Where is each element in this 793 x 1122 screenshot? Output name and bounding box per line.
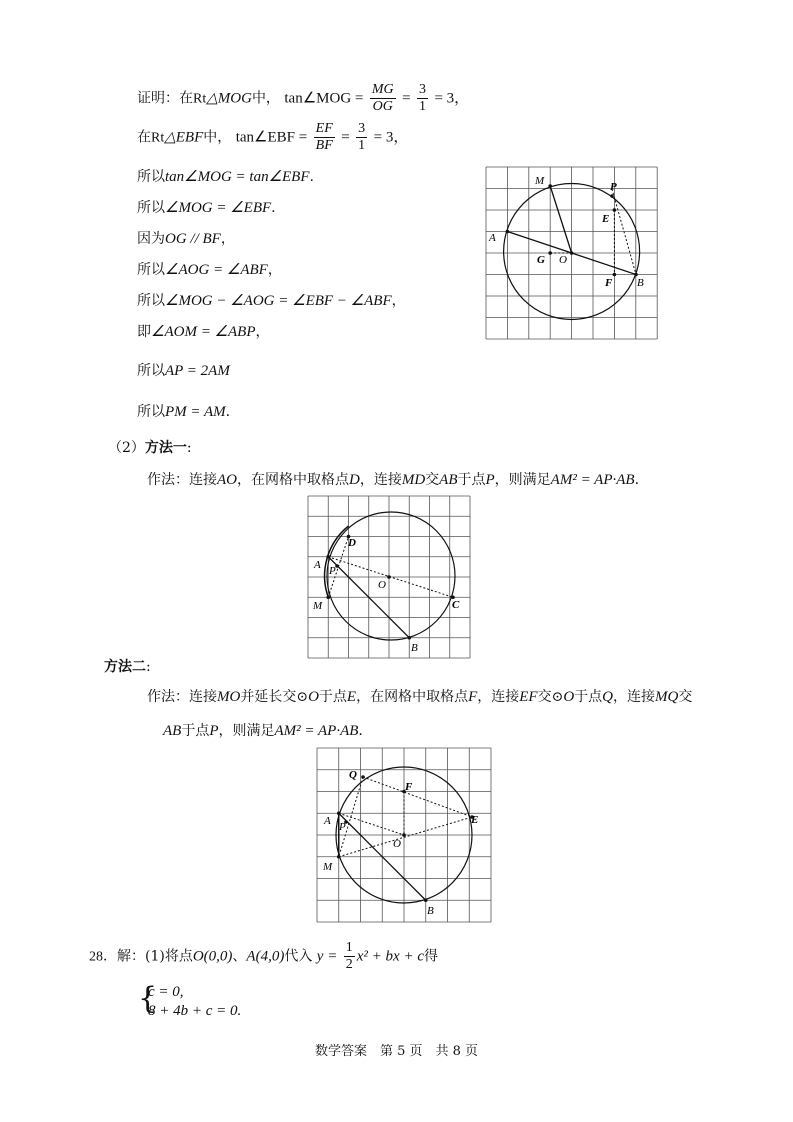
text: 于点	[318, 689, 347, 705]
label-p: P	[610, 181, 617, 193]
proof-line-3	[137, 166, 314, 186]
math: MD	[401, 472, 426, 488]
text: 交	[425, 472, 440, 488]
text: 解：(1)将点	[117, 948, 193, 965]
math: EF	[519, 689, 538, 705]
math: PM = AM	[165, 404, 226, 420]
point-f	[613, 273, 617, 277]
text: 于点	[574, 689, 603, 705]
label-g: G	[537, 254, 545, 266]
q28-line	[89, 940, 438, 973]
math: O	[563, 689, 575, 705]
label-c: C	[452, 599, 460, 611]
text: 中，	[203, 129, 232, 146]
text: 所以	[137, 404, 165, 420]
math: y =	[316, 948, 338, 965]
figure-1	[484, 165, 664, 343]
math: = 3，	[434, 90, 470, 107]
label-o: O	[393, 838, 401, 850]
math: =	[402, 90, 411, 107]
text: Rt	[193, 91, 207, 107]
point-b	[634, 273, 638, 277]
label-o: O	[378, 579, 386, 591]
label-a: A	[314, 559, 321, 571]
math: ∠AOG = ∠ABF	[165, 262, 268, 278]
text: ，	[391, 293, 406, 309]
point-m	[548, 184, 552, 188]
denominator: 2	[345, 957, 353, 972]
proof-line-4	[137, 197, 276, 217]
proof-line-7	[137, 290, 406, 310]
text: :	[186, 440, 192, 456]
text: 所以	[137, 200, 165, 216]
method2-heading	[104, 656, 151, 676]
fraction	[356, 121, 367, 154]
proof-line-9	[137, 360, 230, 380]
point-a	[506, 230, 510, 234]
numerator: 1	[345, 940, 353, 955]
text: ，连接	[359, 472, 402, 488]
denominator: BF	[315, 138, 333, 153]
math: AB	[439, 472, 458, 488]
point-b	[407, 636, 411, 640]
point-b	[424, 898, 428, 902]
math: D	[349, 472, 360, 488]
text: 并延长交⊙	[240, 689, 309, 705]
fraction	[417, 82, 428, 115]
circle-o	[327, 512, 455, 640]
figure-3	[315, 746, 493, 924]
text: 所以	[137, 293, 165, 309]
math: E	[346, 689, 357, 705]
label-a: A	[489, 232, 496, 244]
method2-title: 方法二	[104, 659, 146, 675]
label-m: M	[535, 175, 545, 187]
segment-mo	[550, 186, 571, 253]
math: AM² = AP·AB	[550, 472, 635, 488]
numerator: 3	[358, 121, 366, 136]
label-e: E	[471, 814, 479, 826]
text: ，连接	[477, 689, 520, 705]
text: 于点	[181, 723, 210, 739]
text: ，	[220, 231, 235, 247]
label-e: E	[602, 213, 610, 225]
math: MQ	[655, 689, 679, 705]
text: 于点	[457, 472, 486, 488]
label-b: B	[637, 277, 644, 289]
math: ∠MOG − ∠AOG = ∠EBF − ∠ABF	[165, 293, 392, 309]
text: ，在网格中取格点	[356, 689, 469, 705]
denominator: OG	[372, 99, 393, 114]
label-p: P	[339, 821, 346, 833]
fraction	[344, 940, 355, 973]
point-a	[337, 811, 341, 815]
label-q: Q	[349, 769, 357, 781]
math: Q	[602, 689, 613, 705]
system-brace: {	[138, 981, 158, 1016]
label-a: A	[324, 815, 331, 827]
question-number: 28．	[89, 949, 117, 965]
denominator: 1	[418, 99, 426, 114]
text: 中，	[251, 90, 280, 107]
math: tan∠MOG =	[284, 90, 364, 107]
label-p: P	[329, 565, 336, 577]
text: ，则满足	[494, 472, 551, 488]
page-footer: 数学答案 第 5 页 共 8 页	[314, 1044, 479, 1059]
point-o	[387, 575, 391, 579]
point-m	[337, 855, 341, 859]
proof-line-1	[137, 82, 469, 115]
text: ，在网格中取格点	[237, 472, 349, 488]
math: tan∠MOG = tan∠EBF	[165, 169, 310, 185]
math: AM² = AP·AB	[274, 723, 359, 739]
system-eq-2: 8 + 4b + c = 0.	[148, 1003, 242, 1019]
text: 在	[137, 129, 151, 146]
text: ，连接	[613, 689, 655, 705]
point-o	[570, 251, 574, 255]
text: .	[271, 200, 276, 216]
text: 交	[678, 689, 693, 705]
text: 所以	[137, 363, 165, 379]
text: ，	[255, 324, 270, 340]
text: .	[634, 472, 640, 488]
math: ∠AOM = ∠ABP	[151, 324, 256, 340]
math: AB	[163, 723, 182, 739]
math: AO	[217, 472, 237, 488]
math: MO	[217, 689, 241, 705]
point-p	[335, 564, 339, 568]
point-m	[326, 595, 330, 599]
text: .	[225, 404, 231, 420]
point-o	[402, 833, 406, 837]
text: （2）	[108, 440, 145, 456]
math: △EBF	[164, 129, 204, 146]
text: 、	[232, 948, 247, 965]
text: 即	[137, 324, 151, 340]
point-g	[548, 251, 552, 255]
text: 得	[423, 948, 438, 965]
label-f: F	[405, 781, 413, 793]
point-a	[326, 555, 330, 559]
label-o: O	[559, 254, 567, 266]
point-e	[613, 208, 617, 212]
math: A(4,0)	[246, 948, 285, 965]
proof-line-5	[137, 228, 235, 248]
text: 作法：连接	[147, 689, 217, 705]
label-m: M	[313, 600, 323, 612]
math: ∠MOG = ∠EBF	[165, 200, 272, 216]
math: P	[485, 472, 495, 488]
text: :	[146, 659, 151, 675]
text: 所以	[137, 169, 165, 185]
text: 代入	[284, 948, 313, 965]
math: =	[341, 129, 350, 146]
math: x² + bx + c	[356, 948, 424, 965]
math: △MOG	[206, 90, 252, 107]
segment-qe	[363, 777, 472, 817]
method1-title: 方法一	[144, 440, 187, 456]
text: 作法：连接	[147, 472, 217, 488]
label-d: D	[348, 537, 356, 549]
math: P	[209, 723, 219, 739]
math: O	[308, 689, 319, 705]
point-p	[610, 194, 614, 198]
text: 因为	[137, 231, 165, 247]
label-b: B	[411, 642, 418, 654]
method2-text-line1	[147, 686, 692, 706]
text: Rt	[151, 130, 165, 146]
label-m: M	[323, 861, 333, 873]
label-b: B	[427, 905, 434, 917]
fraction	[370, 82, 396, 115]
text: .	[309, 169, 314, 185]
numerator: MG	[371, 82, 394, 97]
math: F	[468, 689, 478, 705]
proof-line-6	[137, 259, 282, 279]
math: AP = 2AM	[165, 363, 230, 379]
math: = 3，	[373, 129, 409, 146]
text: .	[358, 723, 363, 739]
proof-line-10	[137, 401, 230, 421]
label-f: F	[605, 277, 613, 289]
text: 所以	[137, 262, 165, 278]
math: tan∠EBF =	[235, 129, 308, 146]
text: ，	[267, 262, 282, 278]
math: OG // BF	[165, 231, 221, 247]
text: ，则满足	[218, 723, 275, 739]
proof-line-8	[137, 321, 270, 341]
method1-text	[147, 469, 639, 489]
fraction	[314, 121, 335, 154]
numerator: EF	[315, 121, 333, 136]
part2-heading	[108, 437, 192, 457]
proof-line-2	[137, 121, 408, 154]
text: 交⊙	[537, 689, 564, 705]
figure-2	[306, 494, 474, 662]
method2-text-line2	[163, 720, 363, 740]
system-eq-1: c = 0,	[148, 984, 184, 1000]
denominator: 1	[358, 138, 366, 153]
segment-me	[339, 817, 472, 857]
numerator: 3	[418, 82, 426, 97]
math: O(0,0)	[192, 948, 233, 965]
point-q	[361, 775, 365, 779]
text: 证明：在	[137, 90, 193, 107]
